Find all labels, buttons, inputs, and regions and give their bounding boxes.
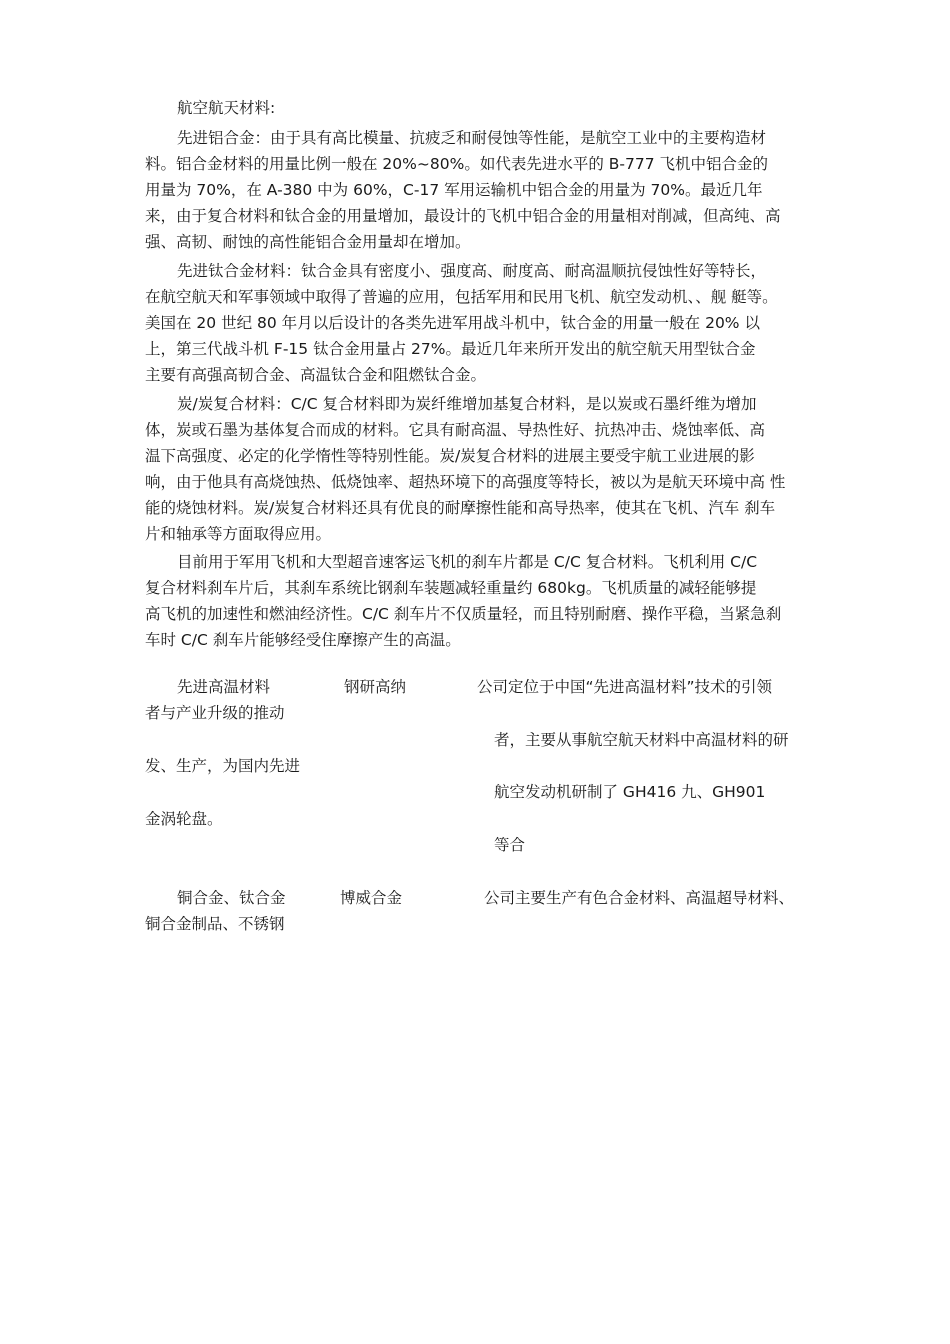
row-description-line: 航空发动机研制了 GH416 九、GH901 [494, 783, 766, 801]
paragraph-line: 上，第三代战斗机 F-15 钛合金用量占 27%。最近几年来所开发出的航空航天用型钛合金 [145, 340, 756, 358]
paragraph-line: 美国在 20 世纪 80 年月以后设计的各类先进军用战斗机中，钛合金的用量一般在 20% 以 [145, 314, 760, 332]
paragraph-line: 温下高强度、必定的化学惰性等特别性能。炭/炭复合材料的进展主要受宇航工业进展的影 [145, 447, 755, 465]
paragraph-line: 目前用于军用飞机和大型超音速客运飞机的刹车片都是 C/C 复合材料。飞机利用 C/C [177, 553, 758, 571]
row-description-line: 者与产业升级的推动 [145, 704, 285, 722]
paragraph-line: 来，由于复合材料和钛合金的用量增加，最设计的飞机中铝合金的用量相对削减，但高纯、高 [145, 207, 781, 225]
row-description-line: 金涡轮盘。 [145, 810, 223, 828]
row-description-line: 发、生产，为国内先进 [145, 757, 301, 775]
row-company: 博威合金 [340, 889, 403, 907]
paragraph-line: 复合材料刹车片后，其刹车系统比钢刹车装题减轻重量约 680kg。飞机质量的减轻能够提 [145, 579, 757, 597]
paragraph-line: 能的烧蚀材料。炭/炭复合材料还具有优良的耐摩擦性能和高导热率，使其在飞机、汽车 刹车 [145, 499, 776, 517]
row-material: 先进高温材料 [177, 678, 271, 696]
paragraph-line: 强、高韧、耐蚀的高性能铝合金用量却在增加。 [145, 233, 471, 251]
row-description-line: 者，主要从事航空航天材料中高温材料的研 [494, 731, 789, 749]
paragraph-line: 料。铝合金材料的用量比例一般在 20%~80%。如代表先进水平的 B-777 飞机中铝合金的 [145, 155, 768, 173]
paragraph-line: 在航空航天和军事领域中取得了普遍的应用，包括军用和民用飞机、航空发动机、、舰 艇等。 [145, 288, 778, 306]
paragraph-line: 车时 C/C 刹车片能够经受住摩擦产生的高温。 [145, 631, 461, 649]
paragraph-line: 高飞机的加速性和燃油经济性。C/C 刹车片不仅质量轻，而且特别耐磨、操作平稳，当紧急刹 [145, 605, 782, 623]
paragraph-line: 响，由于他具有高烧蚀热、低烧蚀率、超热环境下的高强度等特长，被以为是航天环境中高 性 [145, 473, 786, 491]
row-description-line: 铜合金制品、不锈钢 [145, 915, 285, 933]
row-company: 钢研高纳 [344, 678, 407, 696]
row-description-line: 等合 [494, 836, 526, 854]
row-description: 公司主要生产有色合金材料、高温超导材料、 [484, 889, 795, 907]
row-material: 铜合金、钛合金 [177, 889, 286, 907]
row-description: 公司定位于中国“先进高温材料”技术的引领 [477, 678, 773, 696]
paragraph-line: 先进钛合金材料：钛合金具有密度小、强度高、耐度高、耐高温顺抗侵蚀性好等特长， [177, 262, 767, 280]
paragraph-line: 体，炭或石墨为基体复合而成的材料。它具有耐高温、导热性好、抗热冲击、烧蚀率低、高 [145, 421, 766, 439]
paragraph-line: 片和轴承等方面取得应用。 [145, 525, 332, 543]
paragraph-line: 炭/炭复合材料：C/C 复合材料即为炭纤维增加基复合材料，是以炭或石墨纤维为增加 [177, 395, 757, 413]
paragraph-line: 用量为 70%，在 A-380 中为 60%，C-17 军用运输机中铝合金的用量为 70%。最近几年 [145, 181, 763, 199]
paragraph-line: 主要有高强高韧合金、高温钛合金和阻燃钛合金。 [145, 366, 487, 384]
section-heading: 航空航天材料: [177, 99, 276, 117]
paragraph-line: 先进铝合金：由于具有高比模量、抗疲乏和耐侵蚀等性能，是航空工业中的主要构造材 [177, 129, 767, 147]
